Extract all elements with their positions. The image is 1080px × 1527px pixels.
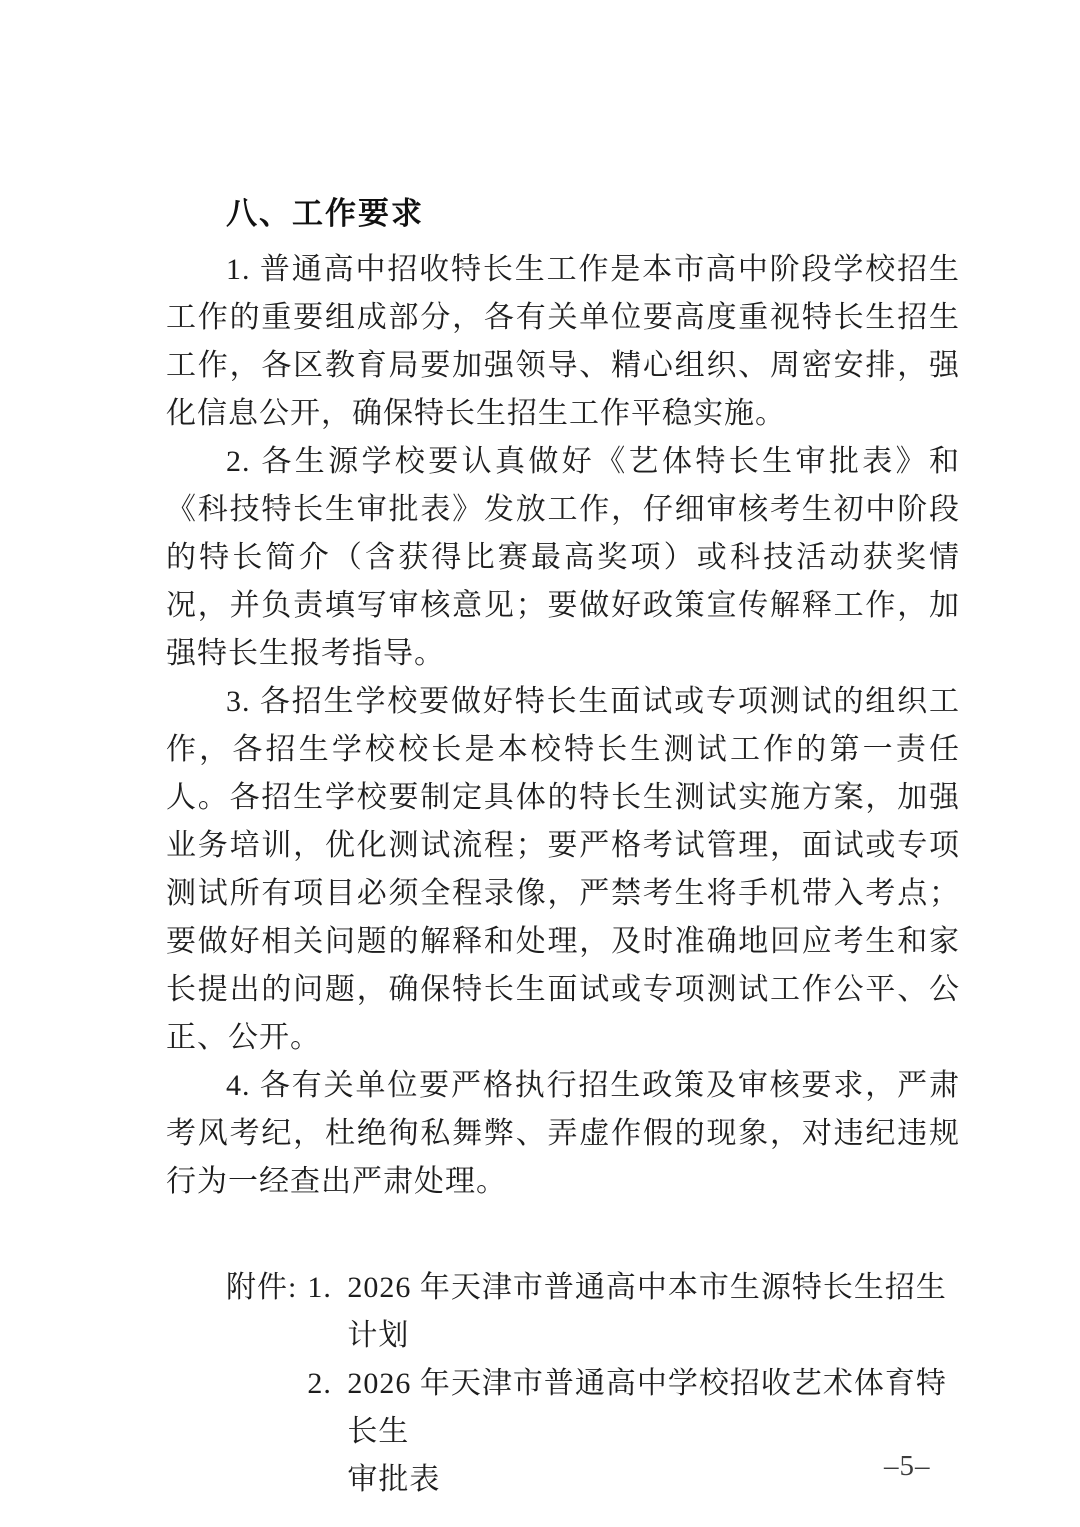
attachment-2-line-1: 2026 年天津市普通高中学校招收艺术体育特长生 (347, 1367, 947, 1448)
document-content (166, 190, 960, 1504)
attachments-list (307, 1264, 960, 1504)
paragraph-3: 3. 各招生学校要做好特长生面试或专项测试的组织工作，各招生学校校长是本校特长生测试工作的第一责任人。各招生学校要制定具体的特长生测试实施方案，加强业务培训，优化测试流程；要严格考试管理，面试或专项测试所有项目必须全程录像，严禁考生将手机带入考点；要做好相关问题的解释和处理，及时准确地回应考生和家长提出的问题，确保特长生面试或专项测试工作公平、公正、公开。 (166, 685, 960, 1054)
attachment-1-line-1: 2026 年天津市普通高中本市生源特长生招生计划 (347, 1271, 947, 1352)
page-number: –5– (884, 1450, 931, 1482)
attachment-2-marker: 2. (307, 1367, 332, 1400)
attachment-2-line-2: 审批表 (347, 1463, 441, 1496)
section-heading: 八、工作要求 (226, 196, 424, 231)
paragraph-1: 1. 普通高中招收特长生工作是本市高中阶段学校招生工作的重要组成部分，各有关单位要高度重视特长生招生工作，各区教育局要加强领导、精心组织、周密安排，强化信息公开，确保特长生招生工作平稳实施。 (166, 253, 960, 430)
attachment-item-1 (307, 1264, 960, 1360)
attachment-item-2 (307, 1360, 960, 1504)
attachments-block (166, 1264, 960, 1504)
attachment-1-marker: 1. (307, 1271, 332, 1304)
attachment-1-text (347, 1264, 960, 1360)
paragraph-2: 2. 各生源学校要认真做好《艺体特长生审批表》和《科技特长生审批表》发放工作，仔细审核考生初中阶段的特长简介（含获得比赛最高奖项）或科技活动获奖情况，并负责填写审核意见；要做好政策宣传解释工作，加强特长生报考指导。 (166, 445, 960, 670)
paragraph-4: 4. 各有关单位要严格执行招生政策及审核要求，严肃考风考纪，杜绝徇私舞弊、弄虚作假的现象，对违纪违规行为一经查出严肃处理。 (166, 1069, 960, 1198)
attachments-label: 附件: (226, 1271, 298, 1304)
attachment-2-text (347, 1360, 960, 1504)
